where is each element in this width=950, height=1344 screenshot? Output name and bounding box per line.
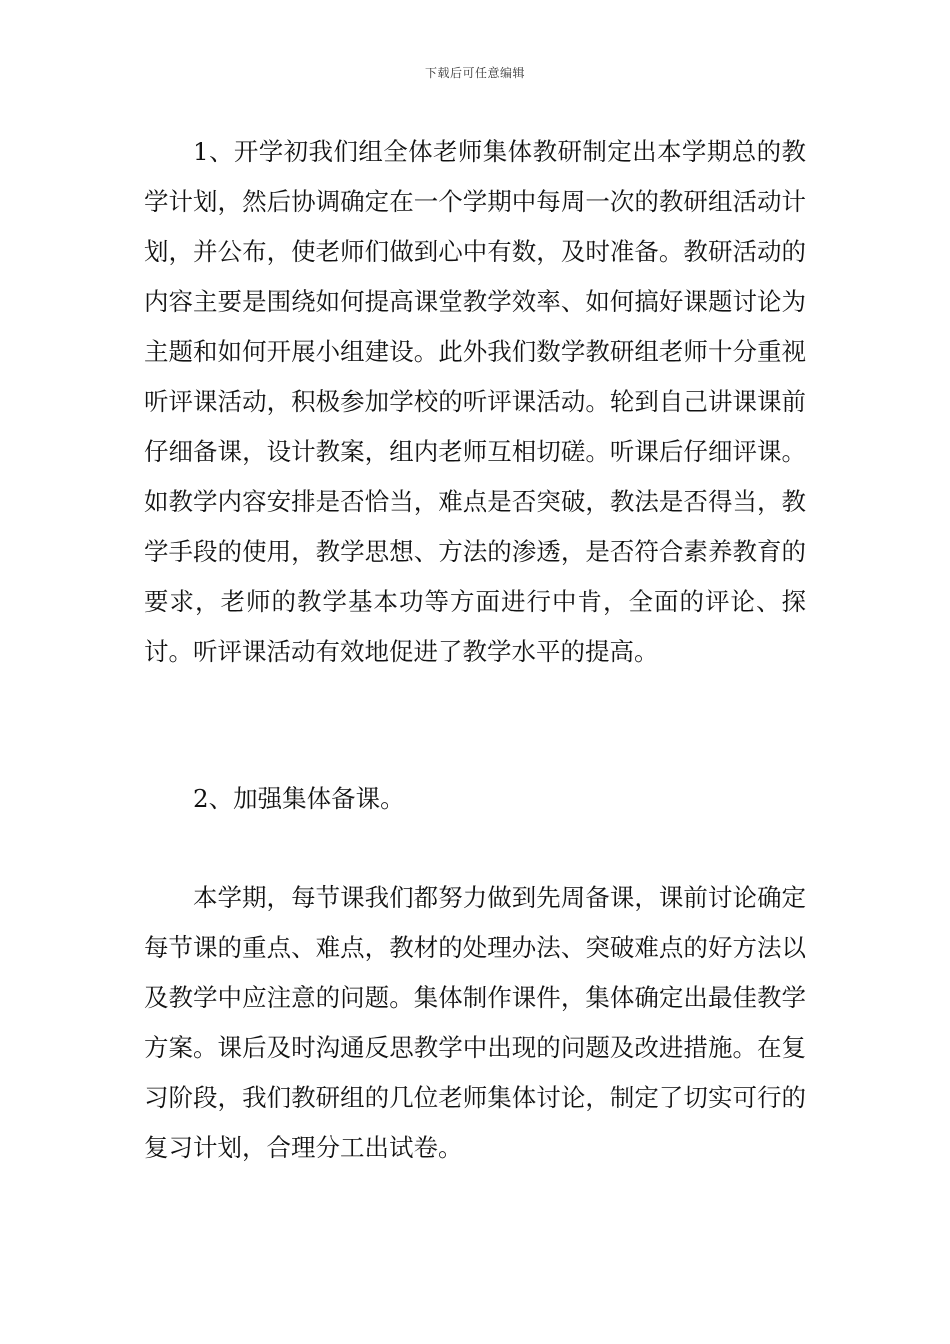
page-header: 下载后可任意编辑 <box>424 66 525 80</box>
paragraph-1: 1、开学初我们组全体老师集体教研制定出本学期总的教学计划，然后协调确定在一个学期中每周一次的教研组活动计划，并公布，使老师们做到心中有数，及时准备。教研活动的内容主要是围绕如何提高课堂教学效率、如何搞好课题讨论为主题和如何开展小组建设。此外我们数学教研组老师十分重视听评课活动，积极参加学校的听评课活动。轮到自己讲课课前仔细备课，设计教案，组内老师互相切磋。听课后仔细评课。如教学内容安排是否恰当，难点是否突破，教法是否得当，教学手段的使用，教学思想、方法的渗透，是否符合素养教育的要求，老师的教学基本功等方面进行中肯，全面的评论、探讨。听评课活动有效地促进了教学水平的提高。 <box>144 137 806 666</box>
paragraph-2-container <box>144 774 806 824</box>
paragraph-1-container <box>144 127 806 677</box>
paragraph-3-container <box>144 873 806 1173</box>
section-heading-2: 2、加强集体备课。 <box>193 784 405 813</box>
paragraph-3: 本学期，每节课我们都努力做到先周备课，课前讨论确定每节课的重点、难点，教材的处理办法、突破难点的好方法以及教学中应注意的问题。集体制作课件，集体确定出最佳教学方案。课后及时沟通反思教学中出现的问题及改进措施。在复习阶段，我们教研组的几位老师集体讨论，制定了切实可行的复习计划，合理分工出试卷。 <box>144 883 806 1162</box>
